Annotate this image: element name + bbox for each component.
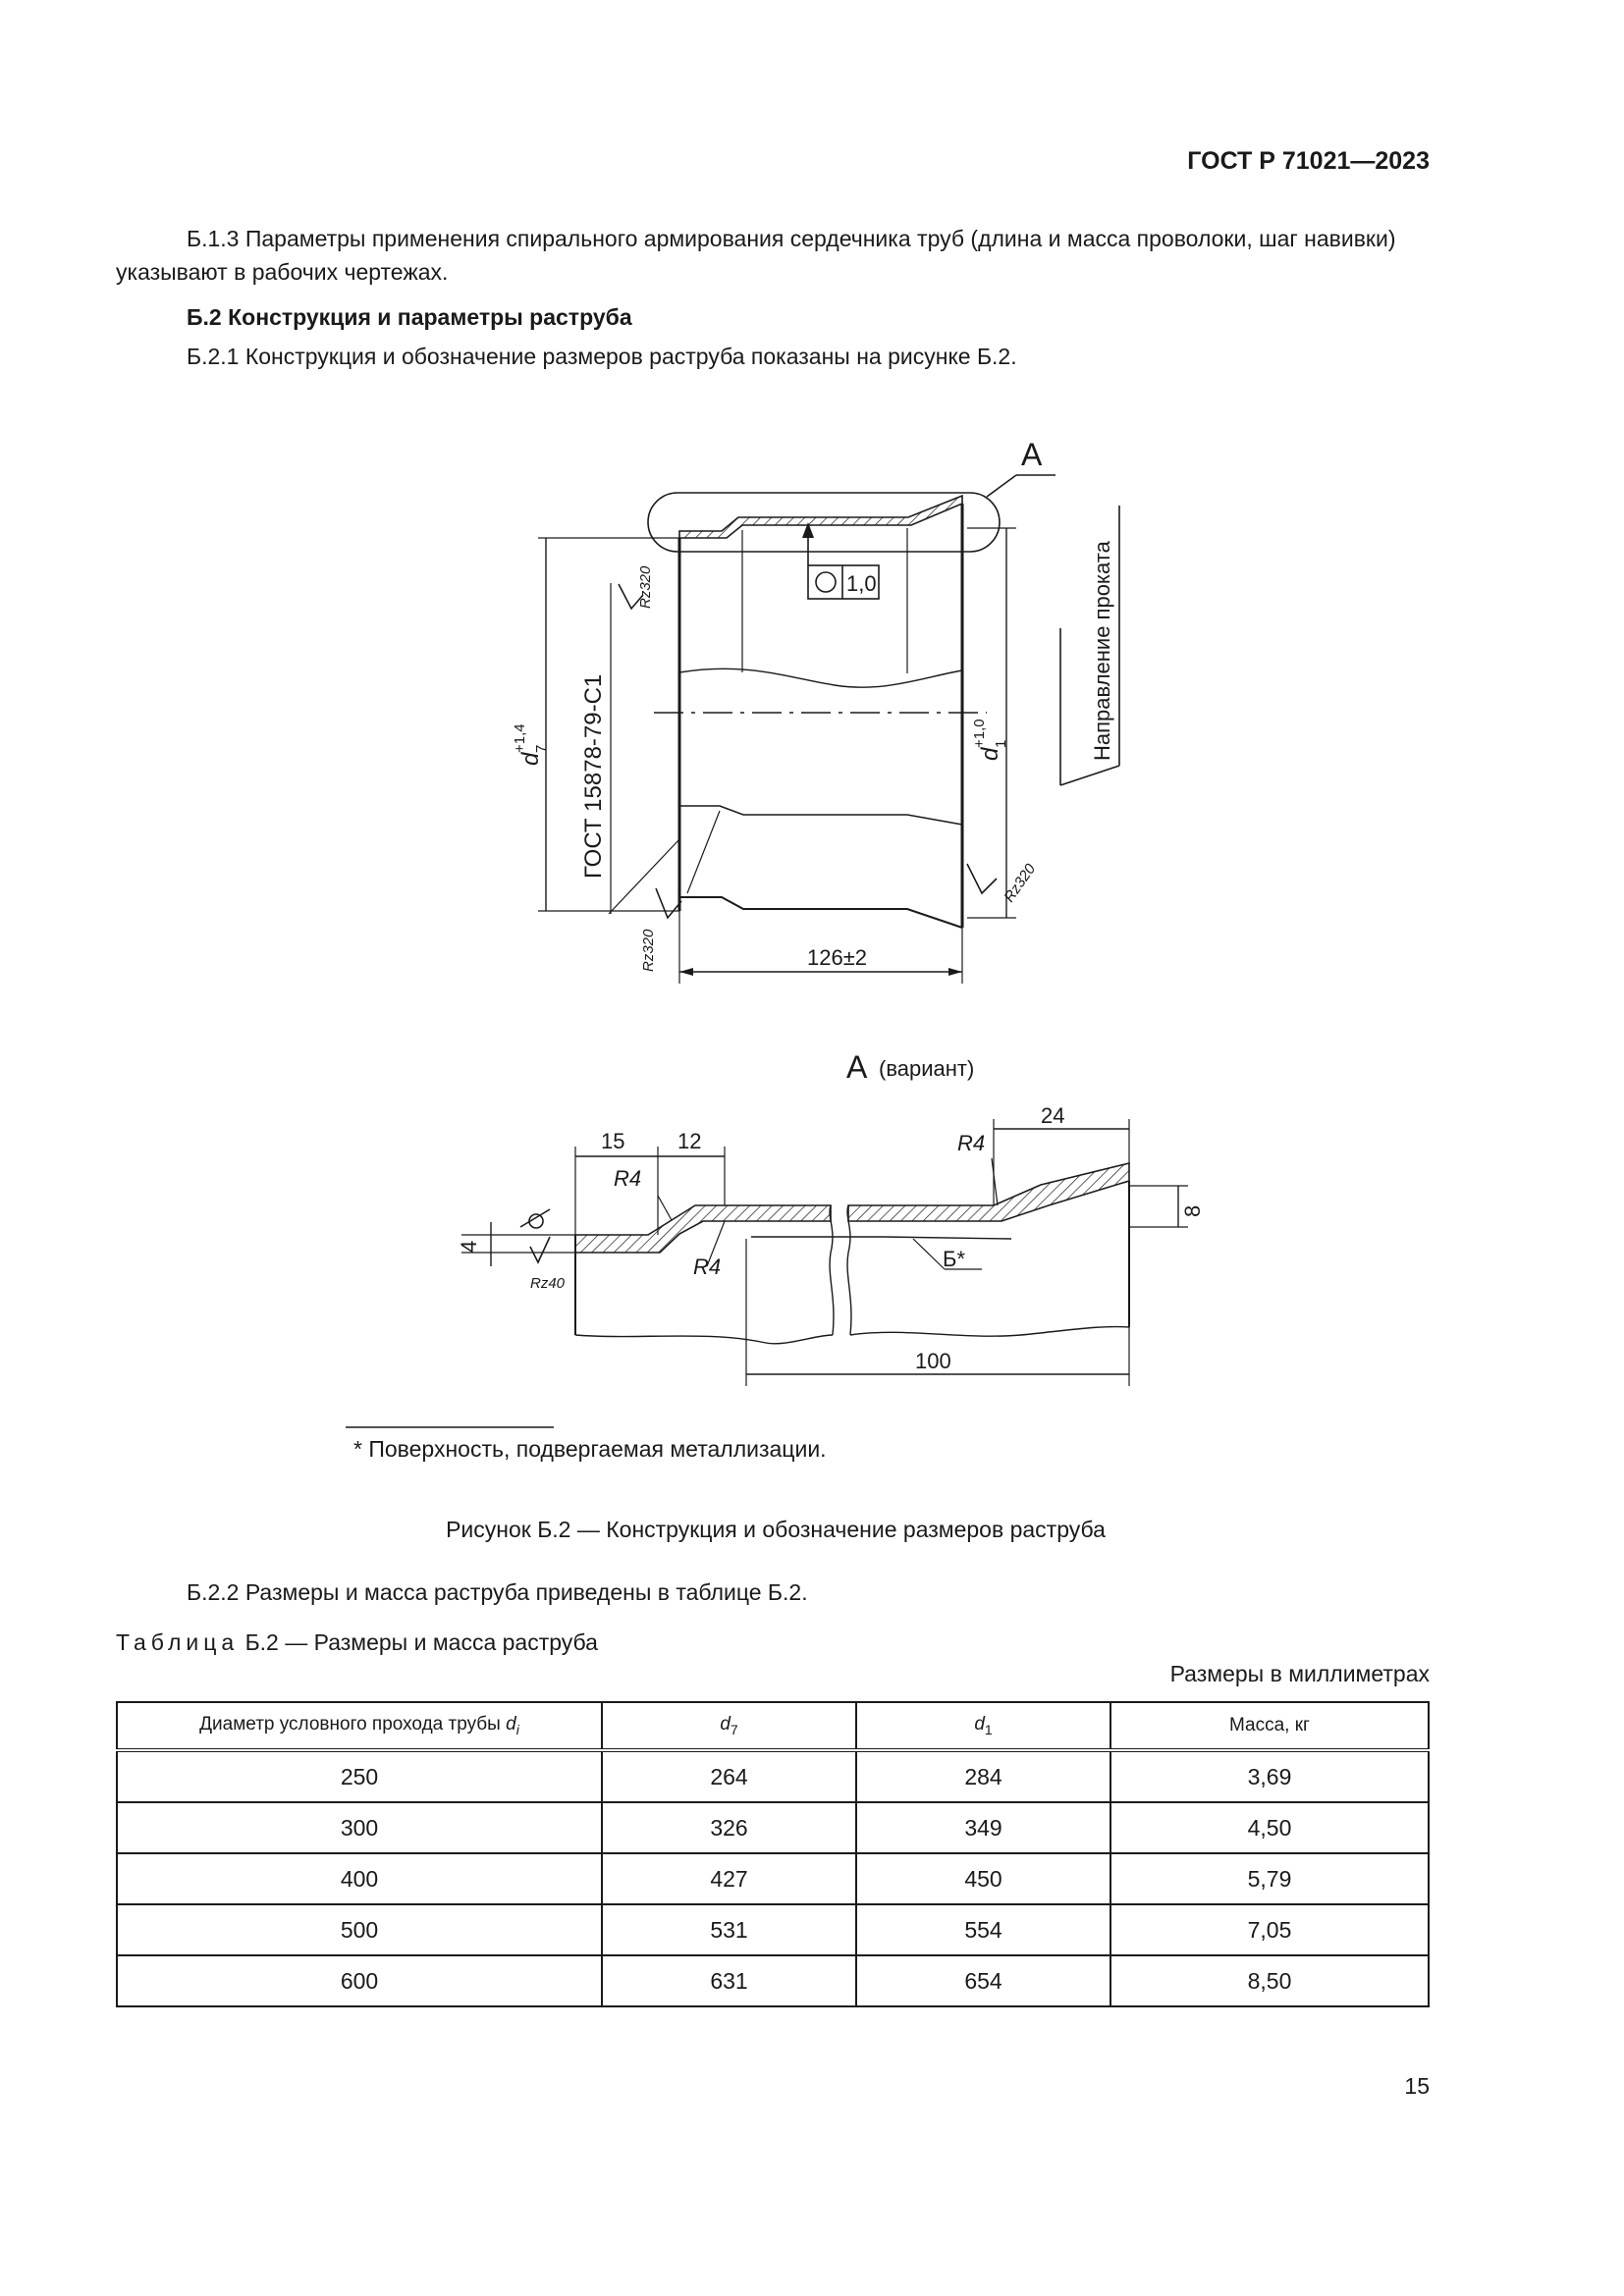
table-row	[117, 1955, 1429, 2006]
tolerance-value: 1,0	[846, 571, 877, 596]
roughness-label-left-bottom: Rz320	[640, 929, 657, 972]
cell-d7: 631	[602, 1955, 856, 2006]
dim-15-value: 15	[601, 1129, 625, 1153]
document-code: ГОСТ Р 71021—2023	[1187, 147, 1430, 175]
header-diameter: Диаметр условного прохода трубы $d_i$	[117, 1702, 602, 1750]
table-title	[116, 1629, 598, 1656]
break-line-top	[679, 668, 962, 687]
dim-12-value: 12	[677, 1129, 702, 1153]
roughness-mark-rz40	[530, 1237, 550, 1262]
gost-leader	[609, 839, 679, 914]
dim-8-value: 8	[1180, 1204, 1205, 1217]
length-dimension-value: 126±2	[807, 945, 868, 970]
detail-wall-section-right	[848, 1163, 1129, 1221]
cell-mass: 4,50	[1110, 1802, 1429, 1853]
table-units: Размеры в миллиметрах	[1169, 1661, 1430, 1686]
paragraph-b13: Б.1.3 Параметры применения спирального армирования сердечника труб (длина и масса проволоки, шаг навивки) указывают в рабочих чертежах.	[116, 226, 1396, 285]
callout-a-leader	[987, 475, 1016, 497]
paragraph-b22: Б.2.2 Размеры и масса раструба приведены в таблице Б.2.	[187, 1579, 808, 1605]
cell-diameter: 500	[117, 1904, 602, 1955]
d1-subscript: 1	[993, 739, 1009, 748]
roughness-label-right: Rz320	[1001, 861, 1040, 906]
cell-d1: 349	[856, 1802, 1110, 1853]
paragraph-b21: Б.2.1 Конструкция и обозначение размеров раструба показаны на рисунке Б.2.	[187, 344, 1017, 369]
d7-tolerance: +1,4	[512, 723, 528, 753]
socket-lower-bore	[679, 806, 962, 825]
table-row	[117, 1904, 1429, 1955]
roughness-label-top: Rz320	[637, 565, 654, 609]
cell-mass: 7,05	[1110, 1904, 1429, 1955]
cell-d7: 531	[602, 1904, 856, 1955]
dim-100-value: 100	[915, 1349, 951, 1373]
cell-mass: 5,79	[1110, 1853, 1429, 1904]
callout-a-label: А	[1021, 437, 1043, 472]
socket-wall-section	[679, 496, 962, 538]
detail-break-gap	[830, 1205, 834, 1335]
cell-d1: 554	[856, 1904, 1110, 1955]
detail-title-letter: А	[846, 1049, 868, 1085]
detail-wall-section	[575, 1205, 831, 1253]
cell-diameter: 300	[117, 1802, 602, 1853]
bore-leader	[687, 811, 720, 893]
socket-bottom-outline	[679, 897, 962, 928]
r4-label-2: R4	[693, 1255, 722, 1279]
cell-mass: 8,50	[1110, 1955, 1429, 2006]
cell-mass: 3,69	[1110, 1750, 1429, 1802]
page-number: 15	[1404, 2073, 1430, 2099]
roughness-mark-right	[967, 864, 997, 893]
surface-b-label: Б*	[943, 1247, 965, 1271]
rolling-direction-label: Направление проката	[1090, 541, 1114, 761]
dimensions-table	[116, 1701, 1430, 2007]
circularity-symbol	[816, 572, 836, 592]
dim-4-value: 4	[457, 1240, 481, 1253]
table-row	[117, 1853, 1429, 1904]
d1-tolerance: +1,0	[971, 719, 988, 748]
cell-diameter: 600	[117, 1955, 602, 2006]
r4-label-3: R4	[957, 1131, 986, 1155]
detail-title-variant: (вариант)	[879, 1056, 975, 1081]
d7-symbol: d	[517, 752, 544, 766]
metallization-surface-line	[751, 1237, 1011, 1239]
table-row	[117, 1802, 1429, 1853]
cell-d7: 427	[602, 1853, 856, 1904]
header-mass: Масса, кг	[1110, 1702, 1429, 1750]
rz40-label: Rz40	[530, 1275, 566, 1292]
detail-bottom-break	[575, 1327, 1129, 1344]
cell-d1: 284	[856, 1750, 1110, 1802]
section-heading-b2: Б.2 Конструкция и параметры раструба	[187, 304, 632, 330]
table-row	[117, 1750, 1429, 1802]
cell-diameter: 400	[117, 1853, 602, 1904]
roughness-mark-left-bottom	[656, 888, 681, 918]
cell-d1: 450	[856, 1853, 1110, 1904]
figure-caption: Рисунок Б.2 — Конструкция и обозначение размеров раструба	[446, 1517, 1106, 1542]
d7-subscript: 7	[533, 744, 550, 753]
cell-d7: 264	[602, 1750, 856, 1802]
figure-footnote: * Поверхность, подвергаемая металлизации.	[353, 1436, 827, 1462]
table-header-row	[117, 1702, 1429, 1750]
header-d1: $d_1$	[856, 1702, 1110, 1750]
gost-label: ГОСТ 15878-79-С1	[580, 673, 607, 879]
r4-label-1: R4	[614, 1166, 642, 1191]
header-d7: $d_7$	[602, 1702, 856, 1750]
dim-24-value: 24	[1041, 1103, 1065, 1128]
d1-symbol: d	[977, 747, 1003, 761]
cell-d1: 654	[856, 1955, 1110, 2006]
cell-diameter: 250	[117, 1750, 602, 1802]
table-title-word: Таблица	[116, 1629, 240, 1655]
table-title-rest: Б.2 — Размеры и масса раструба	[244, 1629, 598, 1655]
cell-d7: 326	[602, 1802, 856, 1853]
